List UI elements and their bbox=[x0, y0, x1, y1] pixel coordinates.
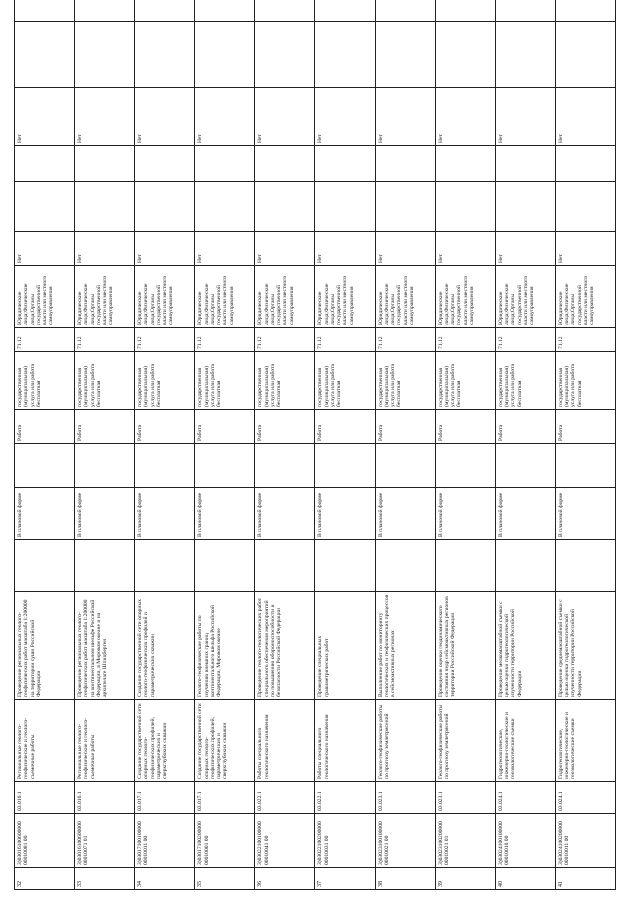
blank-cell bbox=[435, 182, 495, 232]
okved-cell: 71.12 bbox=[435, 328, 495, 352]
service-name-cell: Создание государственной сети опорных геолого-геофизических профилей, параметрических и сверхглубоких скважин bbox=[135, 700, 195, 782]
blank-cell bbox=[195, 182, 255, 232]
rotated-table-wrapper bbox=[14, 12, 616, 890]
delivery-form-cell: В плановой форме bbox=[195, 488, 255, 540]
consumer-categories-cell: Юридические лица;Физические лица;Органы государственной власти или местного самоуправления bbox=[255, 266, 315, 328]
blank-cell bbox=[195, 540, 255, 592]
service-content-cell: Проведение оценки геодинамического состояния недр сейсмоактивных регионов территории Российской Федерации bbox=[435, 592, 495, 700]
table-body bbox=[15, 0, 616, 890]
blank-cell bbox=[315, 146, 375, 182]
row-number-cell: 36 bbox=[255, 868, 315, 890]
registry-number-cell: 3)03016100600000 00010081 00 bbox=[15, 814, 75, 868]
okved-cell: 71.12 bbox=[15, 328, 75, 352]
flag-cell: Нет bbox=[75, 232, 135, 266]
payment-basis-cell: государственная (муниципальная) услуга или работа бесплатная bbox=[75, 352, 135, 410]
service-content-cell: Проведение мелкомасштабной съемки с целью оценки гидрогеологической изученности территории Российской Федерации bbox=[495, 592, 555, 700]
flag-cell: Нет bbox=[315, 88, 375, 146]
payment-basis-cell: государственная (муниципальная) услуга или работа бесплатная bbox=[555, 352, 615, 410]
flag-cell: Нет bbox=[495, 88, 555, 146]
blank-cell bbox=[495, 146, 555, 182]
registry-number-cell: 3)03016100600000 00010071 01 bbox=[75, 814, 135, 868]
service-name-cell: Создание государственной сети опорных геолого-геофизических профилей, параметрических и сверхглубоких скважин bbox=[195, 700, 255, 782]
blank-cell bbox=[495, 22, 555, 88]
blank-cell bbox=[315, 444, 375, 488]
consumer-categories-cell: Юридические лица;Физические лица;Органы государственной власти или местного самоуправления bbox=[555, 266, 615, 328]
blank-cell bbox=[255, 146, 315, 182]
consumer-categories-cell: Юридические лица;Физические лица;Органы государственной власти или местного самоуправления bbox=[375, 266, 435, 328]
blank-cell bbox=[495, 0, 555, 22]
consumer-categories-cell: Юридические лица;Физические лица;Органы государственной власти или местного самоуправления bbox=[15, 266, 75, 328]
service-content-cell: Проведение среднемасштабной съемки с целью оценки гидрогеологической изученности территории Российской Федерации bbox=[555, 592, 615, 700]
payment-basis-cell: государственная (муниципальная) услуга или работа бесплатная bbox=[255, 352, 315, 410]
okved-cell: 71.12 bbox=[75, 328, 135, 352]
blank-cell bbox=[135, 22, 195, 88]
consumer-categories-cell: Юридические лица;Физические лица;Органы государственной власти или местного самоуправления bbox=[75, 266, 135, 328]
blank-cell bbox=[135, 444, 195, 488]
service-content-cell: Проведение региональных геолого-геофизических работ масштаба 1:200000 на континентальном шельфе Российской Федерации, в Мировом океане и на архипелаге Шпицберген bbox=[75, 592, 135, 700]
registry-number-cell: 3)03017100200000 00010001 00 bbox=[195, 814, 255, 868]
code-cell: 03.022.1 bbox=[255, 782, 315, 814]
row-number-cell: 39 bbox=[435, 868, 495, 890]
row-number-cell: 38 bbox=[375, 868, 435, 890]
delivery-form-cell: В плановой форме bbox=[555, 488, 615, 540]
registry-number-cell: 3)03024100100000 00010010 00 bbox=[495, 814, 555, 868]
blank-cell bbox=[195, 146, 255, 182]
table-row bbox=[15, 0, 75, 890]
blank-cell bbox=[255, 0, 315, 22]
code-cell: 03.024.1 bbox=[495, 782, 555, 814]
table-row bbox=[435, 0, 495, 890]
delivery-form-cell: В плановой форме bbox=[255, 488, 315, 540]
flag-cell: Нет bbox=[555, 232, 615, 266]
flag-cell: Нет bbox=[555, 88, 615, 146]
delivery-form-cell: В плановой форме bbox=[135, 488, 195, 540]
consumer-categories-cell: Юридические лица;Физические лица;Органы государственной власти или местного самоуправления bbox=[435, 266, 495, 328]
flag-cell: Нет bbox=[195, 232, 255, 266]
blank-cell bbox=[255, 444, 315, 488]
row-number-cell: 32 bbox=[15, 868, 75, 890]
code-cell: 03.024.1 bbox=[555, 782, 615, 814]
blank-cell bbox=[315, 22, 375, 88]
type-cell: Работа bbox=[15, 410, 75, 444]
okved-cell: 71.12 bbox=[195, 328, 255, 352]
table-row bbox=[255, 0, 315, 890]
blank-cell bbox=[15, 0, 75, 22]
registry-number-cell: 3)03024100200000 00010011 00 bbox=[555, 814, 615, 868]
row-number-cell: 41 bbox=[555, 868, 615, 890]
blank-cell bbox=[75, 540, 135, 592]
blank-cell bbox=[495, 444, 555, 488]
blank-cell bbox=[135, 540, 195, 592]
okved-cell: 71.12 bbox=[135, 328, 195, 352]
blank-cell bbox=[15, 22, 75, 88]
delivery-form-cell: В плановой форме bbox=[15, 488, 75, 540]
okved-cell: 71.12 bbox=[315, 328, 375, 352]
row-number-cell: 37 bbox=[315, 868, 375, 890]
services-registry-table bbox=[14, 0, 616, 890]
flag-cell: Нет bbox=[75, 88, 135, 146]
consumer-categories-cell: Юридические лица;Физические лица;Органы государственной власти или местного самоуправления bbox=[315, 266, 375, 328]
payment-basis-cell: государственная (муниципальная) услуга или работа бесплатная bbox=[315, 352, 375, 410]
blank-cell bbox=[255, 22, 315, 88]
blank-cell bbox=[255, 182, 315, 232]
okved-cell: 71.12 bbox=[375, 328, 435, 352]
code-cell: 03.017.1 bbox=[135, 782, 195, 814]
flag-cell: Нет bbox=[315, 232, 375, 266]
service-content-cell: Геолого-геофизические работы по изучению внешних границ континентального шельфа Российской Федерации, Мировом океане bbox=[195, 592, 255, 700]
blank-cell bbox=[75, 22, 135, 88]
blank-cell bbox=[555, 444, 615, 488]
service-name-cell: Работы специального геологического назначения bbox=[315, 700, 375, 782]
type-cell: Работа bbox=[555, 410, 615, 444]
registry-number-cell: 3)03022100100000 00010041 00 bbox=[255, 814, 315, 868]
blank-cell bbox=[75, 444, 135, 488]
blank-cell bbox=[15, 540, 75, 592]
type-cell: Работа bbox=[495, 410, 555, 444]
registry-number-cell: 3)03023100200000 00010021 01 bbox=[435, 814, 495, 868]
table-row bbox=[315, 0, 375, 890]
flag-cell: Нет bbox=[255, 88, 315, 146]
flag-cell: Нет bbox=[435, 232, 495, 266]
blank-cell bbox=[75, 182, 135, 232]
okved-cell: 71.12 bbox=[555, 328, 615, 352]
blank-cell bbox=[435, 540, 495, 592]
registry-number-cell: 3)03017100100000 00010011 00 bbox=[135, 814, 195, 868]
blank-cell bbox=[375, 540, 435, 592]
flag-cell: Нет bbox=[375, 88, 435, 146]
table-row bbox=[135, 0, 195, 890]
payment-basis-cell: государственная (муниципальная) услуга или работа бесплатная bbox=[135, 352, 195, 410]
payment-basis-cell: государственная (муниципальная) услуга или работа бесплатная bbox=[495, 352, 555, 410]
delivery-form-cell: В плановой форме bbox=[375, 488, 435, 540]
code-cell: 03.023.1 bbox=[375, 782, 435, 814]
consumer-categories-cell: Юридические лица;Физические лица;Органы государственной власти или местного самоуправления bbox=[135, 266, 195, 328]
blank-cell bbox=[555, 540, 615, 592]
service-name-cell: Региональные геолого-геофизические и геолого-съемочные работы bbox=[75, 700, 135, 782]
type-cell: Работа bbox=[255, 410, 315, 444]
type-cell: Работа bbox=[315, 410, 375, 444]
blank-cell bbox=[315, 182, 375, 232]
blank-cell bbox=[135, 146, 195, 182]
blank-cell bbox=[315, 0, 375, 22]
table-row bbox=[555, 0, 615, 890]
blank-cell bbox=[375, 182, 435, 232]
blank-cell bbox=[195, 22, 255, 88]
flag-cell: Нет bbox=[135, 88, 195, 146]
service-name-cell: Региональные геолого-геофизические и геолого-съемочные работы bbox=[15, 700, 75, 782]
blank-cell bbox=[495, 540, 555, 592]
row-number-cell: 33 bbox=[75, 868, 135, 890]
blank-cell bbox=[375, 444, 435, 488]
blank-cell bbox=[555, 22, 615, 88]
code-cell: 03.022.1 bbox=[315, 782, 375, 814]
code-cell: 03.016.1 bbox=[75, 782, 135, 814]
service-content-cell: Выполнение работ по мониторингу геологических и геофизических процессов в сейсмоактивных регионах bbox=[375, 592, 435, 700]
blank-cell bbox=[315, 540, 375, 592]
code-cell: 03.023.1 bbox=[435, 782, 495, 814]
type-cell: Работа bbox=[75, 410, 135, 444]
table-row bbox=[75, 0, 135, 890]
service-name-cell: Работы специального геологического назначения bbox=[255, 700, 315, 782]
okved-cell: 71.12 bbox=[495, 328, 555, 352]
flag-cell: Нет bbox=[15, 232, 75, 266]
blank-cell bbox=[555, 146, 615, 182]
type-cell: Работа bbox=[375, 410, 435, 444]
blank-cell bbox=[255, 540, 315, 592]
table-row bbox=[375, 0, 435, 890]
service-content-cell: Проведение региональных геолого-геофизических работ масштаба 1:200000 на территории суши Российской Федерации bbox=[15, 592, 75, 700]
registry-number-cell: 3)03022100200000 00010031 00 bbox=[315, 814, 375, 868]
payment-basis-cell: государственная (муниципальная) услуга или работа бесплатная bbox=[15, 352, 75, 410]
blank-cell bbox=[375, 146, 435, 182]
service-content-cell: Проведение геолого-геологических работ специального обеспечения мероприятий по повышению обороноспособности и безопасности Российской Федерации bbox=[255, 592, 315, 700]
blank-cell bbox=[435, 22, 495, 88]
blank-cell bbox=[435, 146, 495, 182]
payment-basis-cell: государственная (муниципальная) услуга или работа бесплатная bbox=[435, 352, 495, 410]
consumer-categories-cell: Юридические лица;Физические лица;Органы государственной власти или местного самоуправления bbox=[495, 266, 555, 328]
service-name-cell: Геолого-геофизические работы по прогнозу землетрясений bbox=[435, 700, 495, 782]
payment-basis-cell: государственная (муниципальная) услуга или работа бесплатная bbox=[195, 352, 255, 410]
service-content-cell: Создание государственной сети опорных геолого-геофизических профилей и параметрических скважин bbox=[135, 592, 195, 700]
row-number-cell: 34 bbox=[135, 868, 195, 890]
flag-cell: Нет bbox=[255, 232, 315, 266]
blank-cell bbox=[495, 182, 555, 232]
blank-cell bbox=[75, 146, 135, 182]
service-name-cell: Геолого-геофизические работы по прогнозу землетрясений bbox=[375, 700, 435, 782]
registry-number-cell: 3)03023100100000 00010021 00 bbox=[375, 814, 435, 868]
row-number-cell: 40 bbox=[495, 868, 555, 890]
blank-cell bbox=[135, 0, 195, 22]
payment-basis-cell: государственная (муниципальная) услуга или работа бесплатная bbox=[375, 352, 435, 410]
service-name-cell: Гидрогеологические, инженерно-геологические и геоэкологические съемки bbox=[495, 700, 555, 782]
delivery-form-cell: В плановой форме bbox=[495, 488, 555, 540]
blank-cell bbox=[15, 444, 75, 488]
blank-cell bbox=[195, 444, 255, 488]
blank-cell bbox=[15, 146, 75, 182]
flag-cell: Нет bbox=[495, 232, 555, 266]
type-cell: Работа bbox=[195, 410, 255, 444]
blank-cell bbox=[135, 182, 195, 232]
delivery-form-cell: В плановой форме bbox=[315, 488, 375, 540]
blank-cell bbox=[555, 0, 615, 22]
flag-cell: Нет bbox=[15, 88, 75, 146]
table-row bbox=[495, 0, 555, 890]
flag-cell: Нет bbox=[375, 232, 435, 266]
code-cell: 03.016.1 bbox=[15, 782, 75, 814]
flag-cell: Нет bbox=[435, 88, 495, 146]
table-row bbox=[195, 0, 255, 890]
blank-cell bbox=[435, 0, 495, 22]
consumer-categories-cell: Юридические лица;Физические лица;Органы государственной власти или местного самоуправления bbox=[195, 266, 255, 328]
blank-cell bbox=[375, 0, 435, 22]
flag-cell: Нет bbox=[195, 88, 255, 146]
row-number-cell: 35 bbox=[195, 868, 255, 890]
flag-cell: Нет bbox=[135, 232, 195, 266]
type-cell: Работа bbox=[135, 410, 195, 444]
blank-cell bbox=[75, 0, 135, 22]
service-content-cell: Проведение специальных гравиметрических работ bbox=[315, 592, 375, 700]
blank-cell bbox=[435, 444, 495, 488]
delivery-form-cell: В плановой форме bbox=[75, 488, 135, 540]
blank-cell bbox=[195, 0, 255, 22]
code-cell: 03.017.1 bbox=[195, 782, 255, 814]
delivery-form-cell: В плановой форме bbox=[435, 488, 495, 540]
type-cell: Работа bbox=[435, 410, 495, 444]
service-name-cell: Гидрогеологические, инженерно-геологические и геоэкологические съемки bbox=[555, 700, 615, 782]
okved-cell: 71.12 bbox=[255, 328, 315, 352]
blank-cell bbox=[375, 22, 435, 88]
blank-cell bbox=[555, 182, 615, 232]
blank-cell bbox=[15, 182, 75, 232]
